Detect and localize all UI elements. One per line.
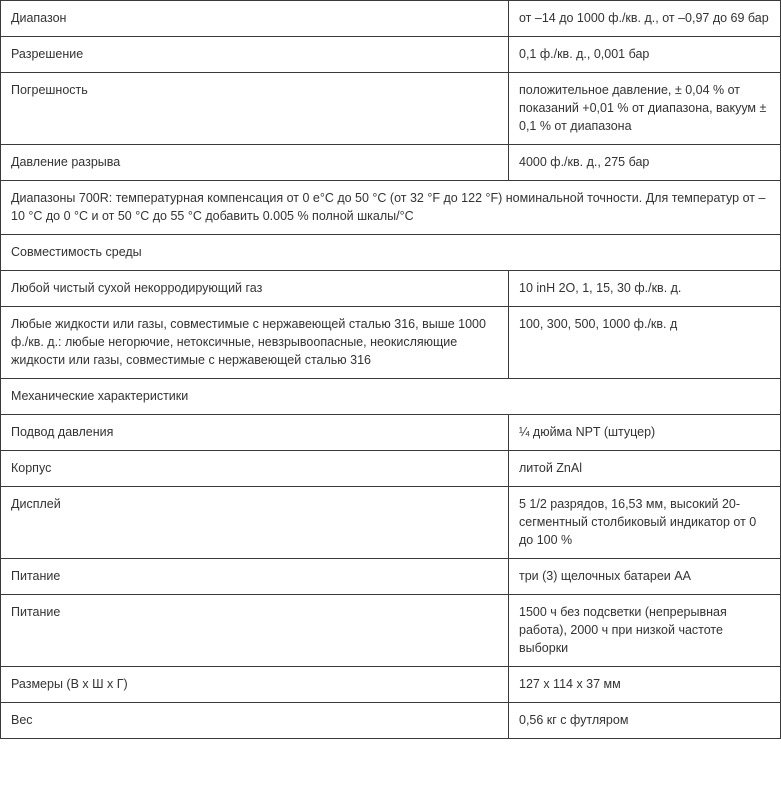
table-row [1,145,781,181]
table-row [1,595,781,667]
table-row [1,415,781,451]
spec-table-body [1,1,781,739]
row-label: Дисплей [1,487,509,559]
table-row [1,37,781,73]
table-row [1,703,781,739]
section-row [1,235,781,271]
row-value: ¼ дюйма NPT (штуцер) [509,415,781,451]
row-label: Корпус [1,451,509,487]
row-value: 0,1 ф./кв. д., 0,001 бар [509,37,781,73]
table-row [1,559,781,595]
row-value: 0,56 кг с футляром [509,703,781,739]
row-value: 127 x 114 x 37 мм [509,667,781,703]
row-label: Подвод давления [1,415,509,451]
row-label: Размеры (В x Ш x Г) [1,667,509,703]
row-label: Питание [1,559,509,595]
row-label: Любой чистый сухой некорродирующий газ [1,271,509,307]
table-row [1,1,781,37]
row-value: 1500 ч без подсветки (непрерывная работа), 2000 ч при низкой частоте выборки [509,595,781,667]
table-row [1,667,781,703]
row-label: Питание [1,595,509,667]
table-row [1,451,781,487]
row-value: 5 1/2 разрядов, 16,53 мм, высокий 20-сегментный столбиковый индикатор от 0 до 100 % [509,487,781,559]
row-label: Давление разрыва [1,145,509,181]
table-row [1,307,781,379]
temperature-note: Диапазоны 700R: температурная компенсация от 0 e°C до 50 °C (от 32 °F до 122 °F) номинальной точности. Для температур от –10 °C до 0 °C и от 50 °C до 55 °C добавить 0.005 % полной шкалы/°C [1,181,781,235]
section-row [1,379,781,415]
row-value: 4000 ф./кв. д., 275 бар [509,145,781,181]
table-row [1,73,781,145]
section-heading-mechanical: Механические характеристики [1,379,781,415]
table-row [1,487,781,559]
row-label: Вес [1,703,509,739]
row-value: 10 inH 2O, 1, 15, 30 ф./кв. д. [509,271,781,307]
row-label: Погрешность [1,73,509,145]
row-label: Диапазон [1,1,509,37]
row-label: Разрешение [1,37,509,73]
row-value: от –14 до 1000 ф./кв. д., от –0,97 до 69 бар [509,1,781,37]
row-value: три (3) щелочных батареи AA [509,559,781,595]
row-label: Любые жидкости или газы, совместимые с нержавеющей сталью 316, выше 1000 ф./кв. д.: любые негорючие, нетоксичные, невзрывоопасные, неокисляющие жидкости или газы, совместимые с нержавеющей сталью 316 [1,307,509,379]
note-row [1,181,781,235]
table-row [1,271,781,307]
row-value: положительное давление, ± 0,04 % от показаний +0,01 % от диапазона, вакуум ± 0,1 % от диапазона [509,73,781,145]
row-value: литой ZnAl [509,451,781,487]
section-heading-media-compatibility: Совместимость среды [1,235,781,271]
row-value: 100, 300, 500, 1000 ф./кв. д [509,307,781,379]
